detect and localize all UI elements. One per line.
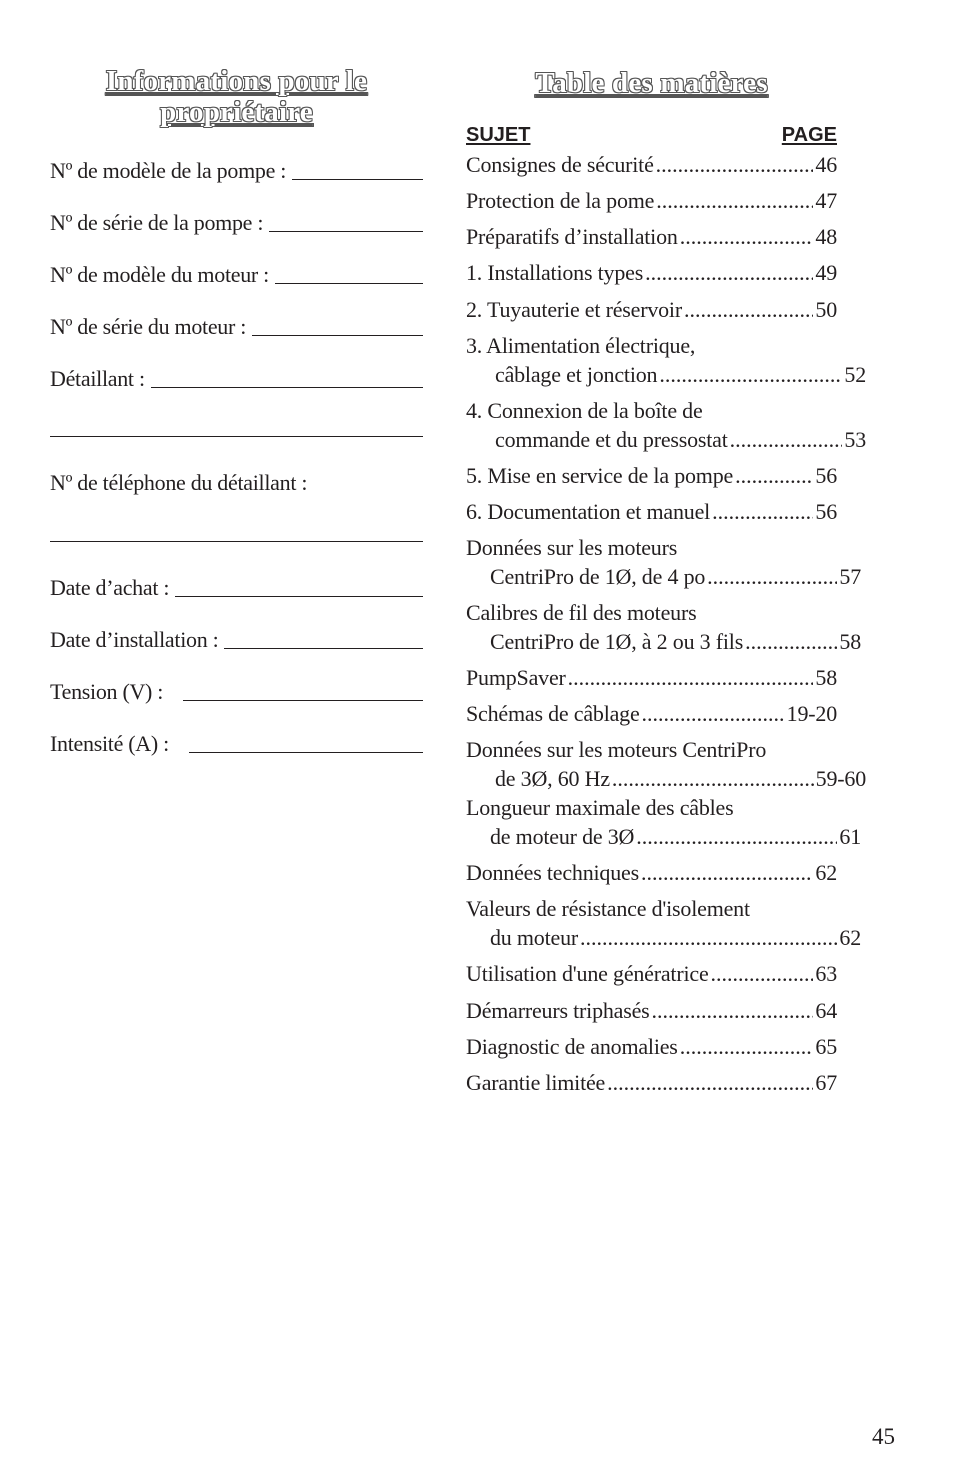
- dot-leader: [642, 699, 785, 728]
- toc-entry-title: 5. Mise en service de la pompe: [466, 463, 734, 488]
- voltage-field[interactable]: [50, 675, 423, 705]
- field-label: Intensité (A) :: [50, 731, 169, 756]
- toc-entry-page: 67: [815, 1070, 837, 1095]
- dot-leader: [680, 1032, 814, 1061]
- toc-entry-row: [466, 562, 861, 591]
- fill-line: [275, 261, 423, 284]
- toc-entry[interactable]: [466, 1032, 837, 1061]
- purchase-date-field[interactable]: [50, 571, 423, 601]
- dot-leader: [656, 150, 814, 179]
- owner-info-section: [50, 65, 423, 756]
- fill-line: [151, 365, 423, 388]
- dot-leader: [612, 764, 814, 793]
- toc-entry-title: 2. Tuyauterie et réservoir: [466, 297, 682, 322]
- toc-entry-title: 1. Installations types: [466, 260, 644, 285]
- toc-entry-row: [466, 222, 837, 251]
- toc-entry-title: Démarreurs triphasés: [466, 998, 650, 1023]
- toc-entry-page: 49: [815, 260, 837, 285]
- toc-entry-page: 62: [815, 860, 837, 885]
- field-label: Détaillant :: [50, 366, 145, 391]
- toc-entry-first-line: Calibres de fil des moteurs: [466, 600, 697, 625]
- dot-leader: [684, 295, 813, 324]
- toc-entry-row: [466, 663, 837, 692]
- dot-leader: [730, 425, 843, 454]
- toc-entry-row: [466, 959, 837, 988]
- fill-line: [183, 678, 423, 701]
- dot-leader: [712, 497, 813, 526]
- field-label: Date d’achat :: [50, 575, 170, 600]
- field-label: Nº de modèle du moteur :: [50, 262, 269, 287]
- dot-leader: [711, 959, 814, 988]
- toc-entry[interactable]: [466, 1068, 837, 1097]
- toc-entry-title: Diagnostic de anomalies: [466, 1034, 678, 1059]
- toc-entry-row: [466, 186, 837, 215]
- fill-line: [175, 574, 423, 597]
- toc-entry-title: Schémas de câblage: [466, 701, 640, 726]
- toc-entry-title: de moteur de 3Ø: [490, 824, 635, 849]
- toc-entry[interactable]: [466, 497, 837, 526]
- toc-entry-page: 50: [815, 297, 837, 322]
- owner-heading-line1: Informations pour le: [105, 65, 368, 97]
- dot-leader: [652, 996, 814, 1025]
- toc-entry-row: [466, 150, 837, 179]
- fill-line: [224, 626, 423, 649]
- toc-entry-row: [466, 996, 837, 1025]
- toc-entry-row: [466, 461, 837, 490]
- toc-heading-text: Table des matières: [535, 67, 768, 99]
- toc-entry[interactable]: [466, 222, 837, 251]
- owner-heading-line2: propriétaire: [160, 96, 313, 128]
- toc-entry-row: [466, 425, 866, 454]
- toc-entry-page: 47: [815, 188, 837, 213]
- toc-entry-row: [466, 295, 837, 324]
- dot-leader: [636, 822, 837, 851]
- toc-entry[interactable]: [466, 598, 861, 656]
- toc-entry[interactable]: [466, 533, 861, 591]
- toc-col-subject: SUJET: [466, 124, 531, 146]
- motor-model-field[interactable]: [50, 258, 423, 288]
- toc-entry-page: 62: [839, 925, 861, 950]
- toc-entry-title: Consignes de sécurité: [466, 152, 654, 177]
- toc-col-page: PAGE: [781, 124, 837, 146]
- install-date-field[interactable]: [50, 623, 423, 653]
- toc-entry-first-line: 4. Connexion de la boîte de: [466, 398, 703, 423]
- toc-entry[interactable]: [466, 295, 837, 324]
- toc-entry-row: [466, 858, 837, 887]
- toc-entry-row: [466, 360, 866, 389]
- pump-serial-field[interactable]: [50, 206, 423, 236]
- field-label: Nº de série du moteur :: [50, 314, 247, 339]
- toc-entry-row: [466, 822, 861, 851]
- fill-line: [269, 209, 423, 232]
- toc-entry-page: 52: [844, 362, 866, 387]
- toc-entry[interactable]: [466, 959, 837, 988]
- fill-line: [252, 313, 423, 336]
- toc-entry-page: 46: [815, 152, 837, 177]
- toc-entry-title: CentriPro de 1Ø, à 2 ou 3 fils: [490, 629, 744, 654]
- field-label: Nº de modèle de la pompe :: [50, 158, 287, 183]
- toc-entry-row: [466, 923, 861, 952]
- toc-heading: [466, 68, 837, 99]
- toc-entry-title: 6. Documentation et manuel: [466, 499, 711, 524]
- toc-entry-title: commande et du pressostat: [495, 427, 728, 452]
- toc-column-headers: [466, 124, 837, 147]
- toc-entry[interactable]: [466, 699, 837, 728]
- toc-entry-page: 19-20: [786, 701, 837, 726]
- toc-entry-title: Utilisation d'une génératrice: [466, 961, 709, 986]
- toc-entry[interactable]: [466, 793, 861, 851]
- motor-serial-field[interactable]: [50, 310, 423, 340]
- toc-entry-first-line: Données sur les moteurs: [466, 535, 678, 560]
- toc-entry[interactable]: [466, 461, 837, 490]
- dot-leader: [707, 562, 837, 591]
- toc-entry-first-line: Valeurs de résistance d'isolement: [466, 896, 750, 921]
- toc-entry-title: câblage et jonction: [495, 362, 658, 387]
- toc-entry[interactable]: [466, 735, 866, 793]
- toc-entry-page: 59-60: [815, 766, 866, 791]
- toc-entry-title: Données techniques: [466, 860, 639, 885]
- toc-entry[interactable]: [466, 663, 837, 692]
- field-label: Tension (V) :: [50, 679, 164, 704]
- toc-entry-first-line: Longueur maximale des câbles: [466, 795, 734, 820]
- dot-leader: [680, 222, 814, 251]
- toc-entry[interactable]: [466, 396, 866, 454]
- field-label: Nº de téléphone du détaillant :: [50, 470, 308, 495]
- toc-entry-page: 64: [815, 998, 837, 1023]
- toc-entry-title: Garantie limitée: [466, 1070, 606, 1095]
- dot-leader: [641, 858, 813, 887]
- dot-leader: [645, 258, 813, 287]
- dealer-phone-field: [50, 466, 423, 496]
- dot-leader: [580, 923, 837, 952]
- toc-entry-first-line: 3. Alimentation électrique,: [466, 333, 696, 358]
- toc-entry-row: [466, 258, 837, 287]
- toc-entry-row: [466, 1068, 837, 1097]
- toc-entry[interactable]: [466, 331, 866, 389]
- toc-entry-row: [466, 497, 837, 526]
- toc-entry[interactable]: [466, 996, 837, 1025]
- toc-entry-title: PumpSaver: [466, 665, 566, 690]
- dot-leader: [745, 627, 837, 656]
- toc-entry-page: 58: [839, 629, 861, 654]
- dot-leader: [659, 360, 842, 389]
- toc-entry-page: 61: [839, 824, 861, 849]
- fill-line: [189, 730, 423, 753]
- toc-entry-row: [466, 764, 866, 793]
- toc-entry-title: Protection de la pome: [466, 188, 655, 213]
- toc-entry-page: 58: [815, 665, 837, 690]
- toc-entry-page: 65: [815, 1034, 837, 1059]
- toc-entry-page: 56: [815, 463, 837, 488]
- toc-entry-page: 53: [844, 427, 866, 452]
- toc-entry-page: 56: [815, 499, 837, 524]
- toc-entry-row: [466, 1032, 837, 1061]
- toc-entry-title: CentriPro de 1Ø, de 4 po: [490, 564, 706, 589]
- toc-entry[interactable]: [466, 186, 837, 215]
- toc-entry-row: [466, 699, 837, 728]
- toc-entry[interactable]: [466, 150, 837, 179]
- toc-entry-title: du moteur: [490, 925, 579, 950]
- toc-entry-title: Préparatifs d’installation: [466, 224, 678, 249]
- toc-entry-first-line: Données sur les moteurs CentriPro: [466, 737, 767, 762]
- toc-entry-page: 57: [839, 564, 861, 589]
- toc-entry[interactable]: [466, 894, 861, 952]
- page-number: 45: [872, 1424, 895, 1449]
- dealer-field[interactable]: [50, 362, 423, 392]
- dot-leader: [735, 461, 813, 490]
- toc-entry-page: 63: [815, 961, 837, 986]
- field-label: Date d’installation :: [50, 627, 219, 652]
- amperage-field[interactable]: [50, 727, 423, 757]
- toc-entry[interactable]: [466, 258, 837, 287]
- owner-info-heading: [50, 66, 423, 128]
- dot-leader: [656, 186, 813, 215]
- dot-leader: [568, 663, 814, 692]
- toc-section: [466, 66, 866, 1095]
- toc-entry-page: 48: [815, 224, 837, 249]
- dealer-phone-line[interactable]: [50, 541, 423, 542]
- fill-line: [292, 157, 423, 180]
- dot-leader: [607, 1068, 813, 1097]
- dealer-extra-line[interactable]: [50, 436, 423, 437]
- toc-entry-title: de 3Ø, 60 Hz: [495, 766, 610, 791]
- pump-model-field[interactable]: [50, 154, 423, 184]
- field-label: Nº de série de la pompe :: [50, 210, 264, 235]
- toc-entry-row: [466, 627, 861, 656]
- toc-entry[interactable]: [466, 858, 837, 887]
